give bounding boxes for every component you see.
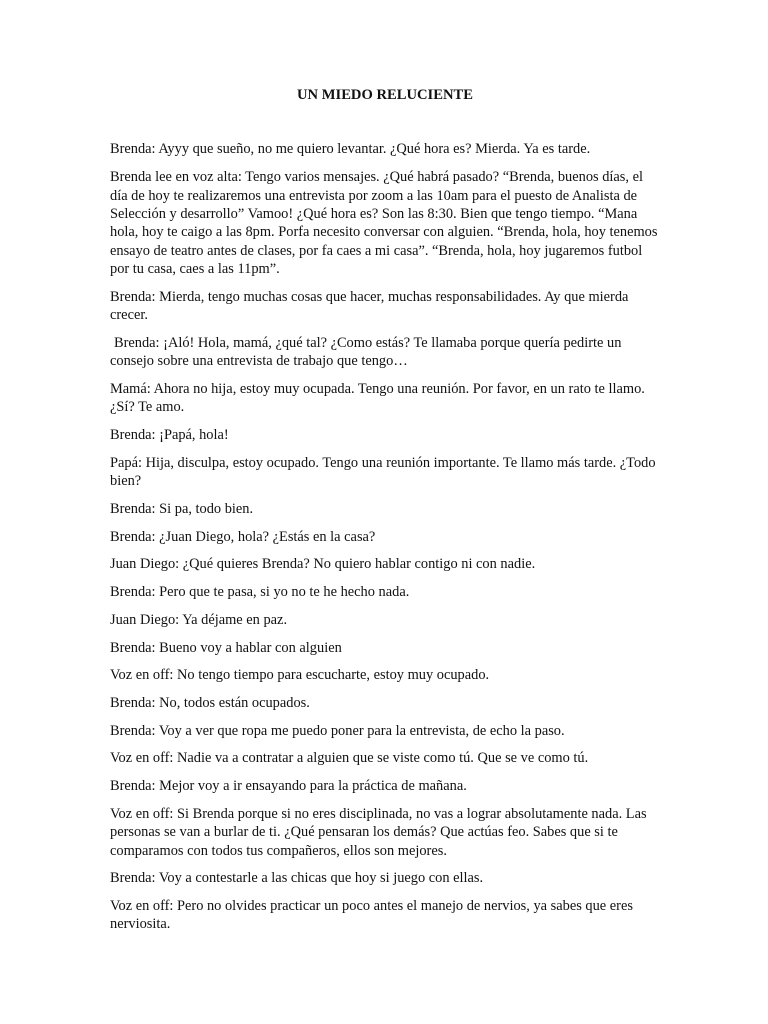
document-title: UN MIEDO RELUCIENTE — [297, 87, 473, 103]
paragraph: Voz en off: Pero no olvides practicar un poco antes el manejo de nervios, ya sabes que eres nerviosita. — [110, 897, 633, 933]
paragraph: Juan Diego: Ya déjame en paz. — [110, 611, 288, 628]
paragraph: Brenda lee en voz alta: Tengo varios mensajes. ¿Qué habrá pasado? “Brenda, buenos días, el día de hoy te realizaremos una entrevista por zoom a las 10am para el puesto de Analista de Selección y desarrollo” Vamoo! ¿Qué hora es? Son las 8:30. Bien que tengo tiempo. “Mana hola, hoy te caigo a las 8pm. Porfa necesito conversar con alguien. “Brenda, hola, hoy tenemos ensayo de teatro antes de clases, por fa caes a mi casa”. “Brenda, hola, hoy jugaremos futbol por tu casa, caes a las 11pm”. — [110, 169, 658, 278]
paragraph: Brenda: Ayyy que sueño, no me quiero levantar. ¿Qué hora es? Mierda. Ya es tarde. — [110, 141, 591, 158]
paragraph: Brenda: Voy a ver que ropa me puedo poner para la entrevista, de echo la paso. — [110, 722, 565, 739]
paragraph: Brenda: Bueno voy a hablar con alguien — [110, 639, 342, 656]
paragraph: Voz en off: No tengo tiempo para escucharte, estoy muy ocupado. — [110, 667, 490, 684]
paragraph: Juan Diego: ¿Qué quieres Brenda? No quiero hablar contigo ni con nadie. — [110, 556, 536, 573]
document-page — [110, 86, 660, 943]
paragraph: Brenda: Pero que te pasa, si yo no te he hecho nada. — [110, 584, 410, 601]
paragraph: Brenda: Mejor voy a ir ensayando para la práctica de mañana. — [110, 778, 467, 795]
paragraph: Brenda: ¡Aló! Hola, mamá, ¿qué tal? ¿Como estás? Te llamaba porque quería pedirte un consejo sobre una entrevista de trabajo que tengo… — [110, 334, 622, 370]
paragraph: Brenda: ¡Papá, hola! — [110, 427, 229, 444]
paragraph: Papá: Hija, disculpa, estoy ocupado. Tengo una reunión importante. Te llamo más tarde. ¿Todo bien? — [110, 454, 656, 490]
paragraph: Brenda: Si pa, todo bien. — [110, 500, 254, 517]
paragraph: Brenda: Voy a contestarle a las chicas que hoy si juego con ellas. — [110, 870, 484, 887]
paragraph: Mamá: Ahora no hija, estoy muy ocupada. Tengo una reunión. Por favor, en un rato te llamo. ¿Sí? Te amo. — [110, 381, 645, 416]
paragraph: Brenda: Mierda, tengo muchas cosas que hacer, muchas responsabilidades. Ay que mierda crecer. — [110, 288, 629, 324]
paragraph: Voz en off: Nadie va a contratar a alguien que se viste como tú. Que se ve como tú. — [110, 750, 589, 767]
paragraph: Brenda: No, todos están ocupados. — [110, 694, 310, 711]
paragraph: Brenda: ¿Juan Diego, hola? ¿Estás en la casa? — [110, 528, 376, 545]
paragraph: Voz en off: Si Brenda porque si no eres disciplinada, no vas a lograr absolutamente nada. Las personas se van a burlar de ti. ¿Qué pensaran los demás? Que actúas feo. Sabes que si te comparamos con todos tus compañeros, ellos son mejores. — [110, 805, 647, 859]
